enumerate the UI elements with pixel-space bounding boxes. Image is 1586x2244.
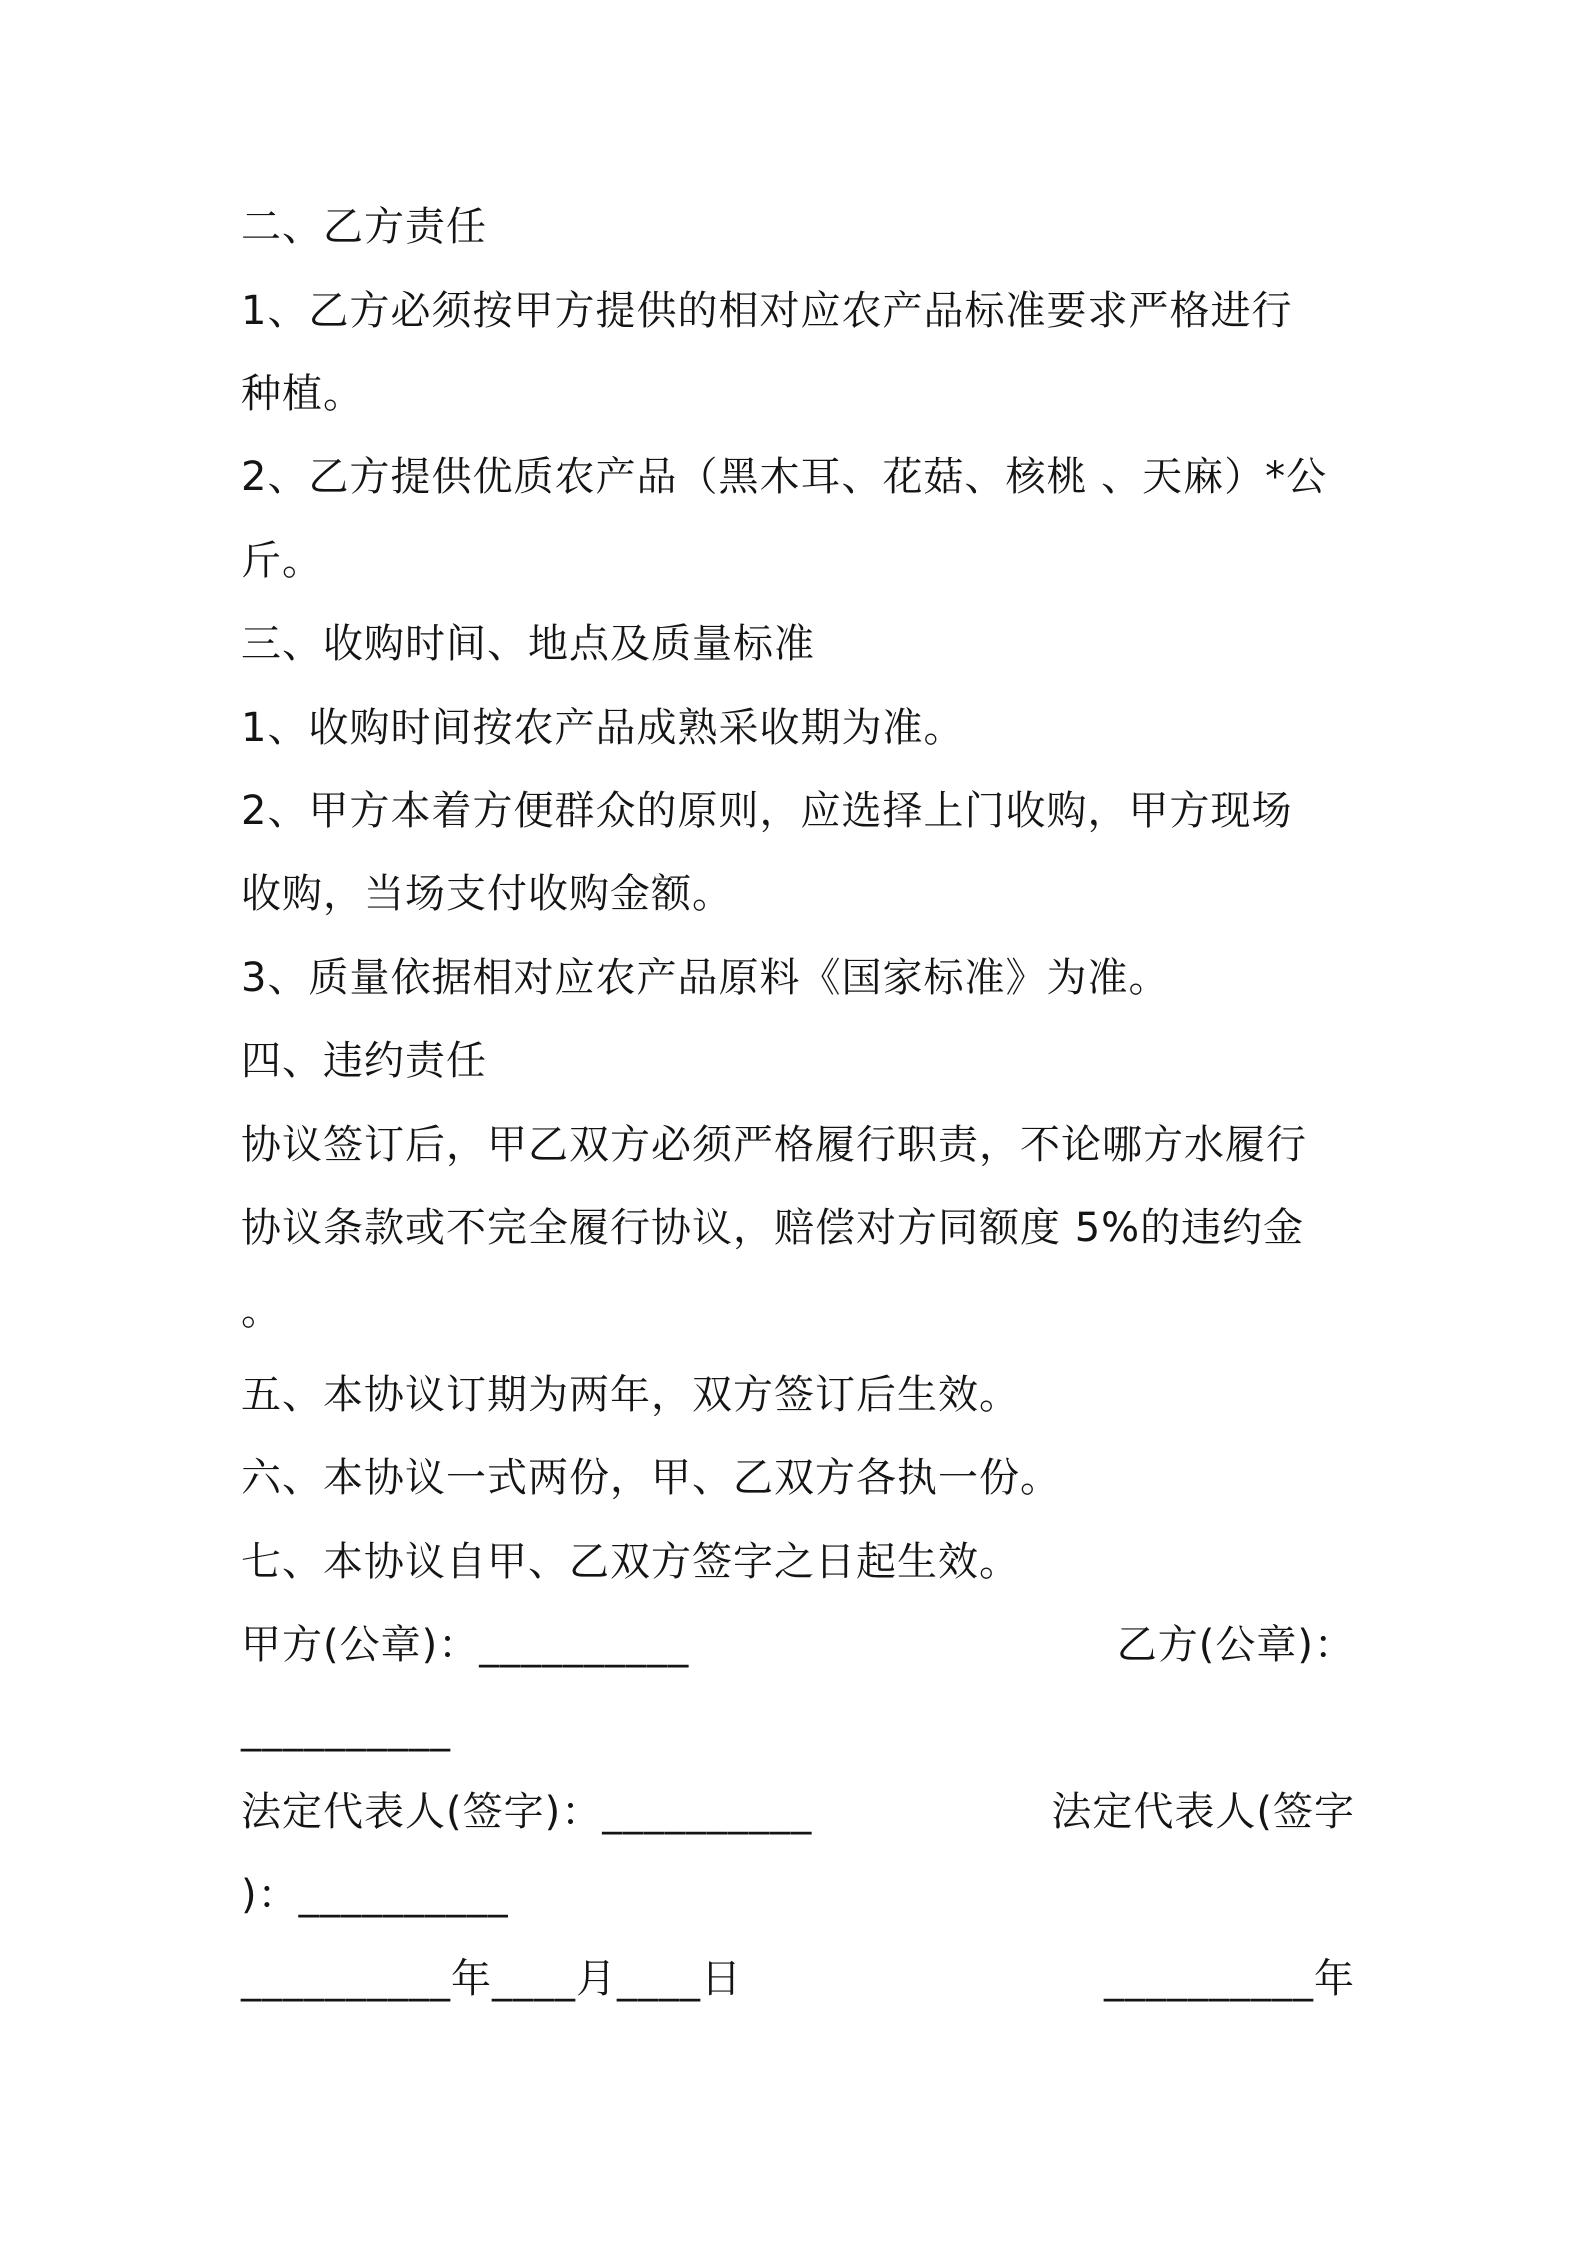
clause-3-2-line-2: 收购，当场支付收购金额。 [241,871,733,917]
section-6: 六、本协议一式两份，甲、乙双方各执一份。 [241,1455,1061,1501]
clause-3-2-line-1: 2、甲方本着方便群众的原则，应选择上门收购，甲方现场 [241,788,1293,834]
party-b-representative-blank: )：__________ [241,1872,509,1918]
party-b-seal-label: 乙方(公章)： [1116,1622,1355,1668]
clause-2-2-line-2: 斤。 [241,538,323,584]
section-4-text-line-3: 。 [241,1288,282,1334]
section-7: 七、本协议自甲、乙双方签字之日起生效。 [241,1539,1020,1585]
section-4-text-line-2: 协议条款或不完全履行协议，赔偿对方同额度 5%的违约金 [241,1205,1305,1251]
clause-2-1-line-2: 种植。 [241,371,364,417]
section-4-heading: 四、违约责任 [241,1038,487,1084]
party-b-seal-blank: __________ [241,1706,451,1752]
section-5: 五、本协议订期为两年，双方签订后生效。 [241,1372,1020,1418]
section-3-heading: 三、收购时间、地点及质量标准 [241,621,815,667]
clause-2-2-line-1: 2、乙方提供优质农产品（黑木耳、花菇、核桃 、天麻）*公 [241,454,1328,500]
clause-2-1-line-1: 1、乙方必须按甲方提供的相对应农产品标准要求严格进行 [241,288,1293,334]
party-a-representative-line: 法定代表人(签字)：__________ [241,1789,813,1835]
section-4-text-line-1: 协议签订后，甲乙双方必须严格履行职责，不论哪方水履行 [241,1122,1307,1168]
section-2-heading: 二、乙方责任 [241,204,487,250]
clause-3-3: 3、质量依据相对应农产品原料《国家标准》为准。 [241,955,1170,1001]
party-b-representative-label: 法定代表人(签字 [1051,1789,1355,1835]
clause-3-1: 1、收购时间按农产品成熟采收期为准。 [241,705,965,751]
party-b-date-line: __________年 [1104,1956,1355,2002]
party-a-seal-line: 甲方(公章)：__________ [241,1622,690,1668]
party-a-date-line: __________年____月____日 [241,1956,742,2002]
